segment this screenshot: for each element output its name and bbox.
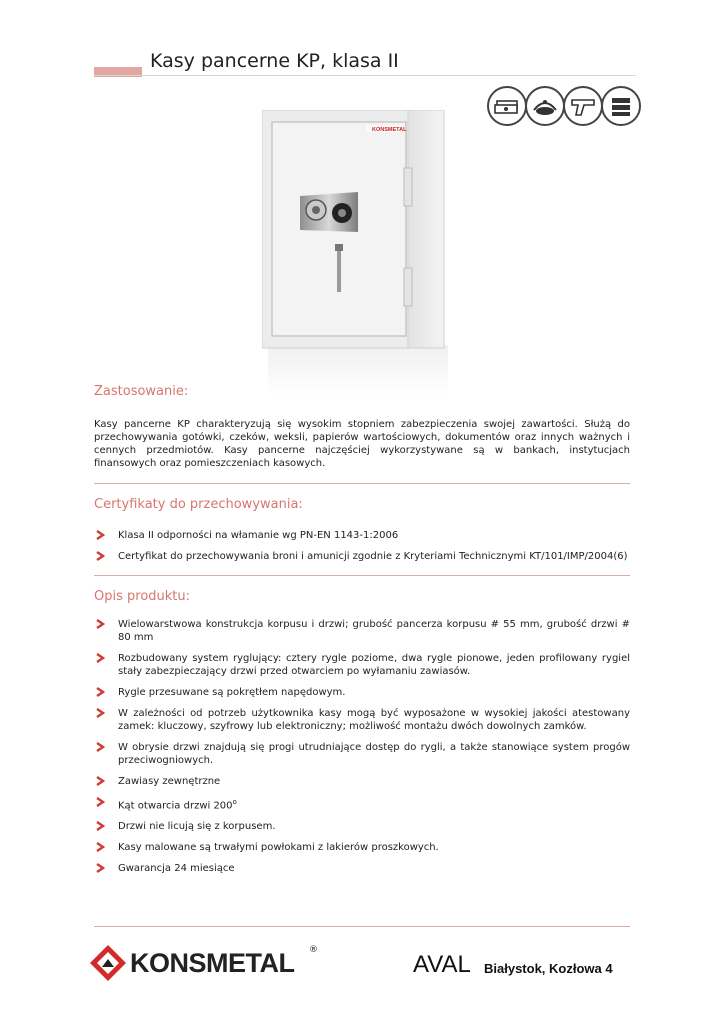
arrow-bullet-icon bbox=[96, 619, 106, 629]
certificates-title: Certyfikaty do przechowywania: bbox=[94, 497, 303, 512]
list-item: Gwarancja 24 miesiące bbox=[94, 862, 630, 875]
jewelry-icon bbox=[525, 86, 565, 126]
arrow-bullet-icon bbox=[96, 842, 106, 852]
safe-brand-label: KONSMETAL bbox=[372, 127, 407, 133]
section-separator bbox=[94, 483, 630, 484]
arrow-bullet-icon bbox=[96, 708, 106, 718]
konsmetal-logo-icon bbox=[88, 943, 128, 983]
page-title: Kasy pancerne KP, klasa II bbox=[150, 50, 399, 72]
description-title: Opis produktu: bbox=[94, 589, 191, 604]
list-item: Drzwi nie licują się z korpusem. bbox=[94, 820, 630, 833]
list-item: Wielowarstwowa konstrukcja korpusu i drzwi; grubość pancerza korpusu # 55 mm, grubość drzwi # 80 mm bbox=[94, 618, 630, 644]
list-item: Kąt otwarcia drzwi 200$^o$ bbox=[94, 796, 630, 812]
section-separator bbox=[94, 575, 630, 576]
certificates-list bbox=[94, 529, 630, 571]
registered-mark: ® bbox=[309, 945, 318, 955]
arrow-bullet-icon bbox=[96, 863, 106, 873]
usage-title: Zastosowanie: bbox=[94, 384, 189, 399]
documents-icon bbox=[601, 86, 641, 126]
list-item: W zależności od potrzeb użytkownika kasy mogą być wyposażone w wysokiej jakości atestowany zamek: kluczowy, szyfrowy lub elektroniczny; możliwość montażu dwóch dowolnych zamków. bbox=[94, 707, 630, 733]
arrow-bullet-icon bbox=[96, 776, 106, 786]
list-item: Rygle przesuwane są pokrętłem napędowym. bbox=[94, 686, 630, 699]
list-item: Certyfikat do przechowywania broni i amunicji zgodnie z Kryteriami Technicznymi KT/101/IMP/2004(6) bbox=[94, 550, 630, 563]
arrow-bullet-icon bbox=[96, 530, 106, 540]
arrow-bullet-icon bbox=[96, 653, 106, 663]
degree-sign: o bbox=[232, 798, 237, 806]
header-rule bbox=[94, 75, 636, 76]
gun-icon bbox=[563, 86, 603, 126]
footer-rule bbox=[94, 926, 630, 927]
list-item: Klasa II odporności na włamanie wg PN-EN 1143-1:2006 bbox=[94, 529, 630, 542]
arrow-bullet-icon bbox=[96, 742, 106, 752]
arrow-bullet-icon bbox=[96, 821, 106, 831]
company-address: Białystok, Kozłowa 4 bbox=[484, 961, 613, 976]
company-name: AVAL bbox=[413, 951, 471, 978]
list-item: Zawiasy zewnętrzne bbox=[94, 775, 630, 788]
safe-image bbox=[262, 110, 454, 360]
usage-text: Kasy pancerne KP charakteryzują się wysokim stopniem zabezpieczenia swojej zawartości. Służą do przechowywania gotówki, czeków, weksli, papierów wartościowych, dokumentów oraz innych ważnych i cennych przedmiotów. Kasy pancerne najczęściej wykorzystywane są w bankach, instytucjach finansowych oraz pomieszczeniach kasowych. bbox=[94, 419, 630, 469]
konsmetal-logo-text: KONSMETAL bbox=[130, 948, 295, 978]
list-item: Kasy malowane są trwałymi powłokami z lakierów proszkowych. bbox=[94, 841, 630, 854]
description-list bbox=[94, 618, 630, 883]
arrow-bullet-icon bbox=[96, 551, 106, 561]
cash-icon bbox=[487, 86, 527, 126]
list-item: W obrysie drzwi znajdują się progi utrudniające dostęp do rygli, a także stanowiące system progów przeciwogniowych. bbox=[94, 741, 630, 767]
list-item: Rozbudowany system ryglujący: cztery rygle poziome, dwa rygle pionowe, jeden profilowany rygiel stały zabezpieczający drzwi przed otwarciem po wyłamaniu zawiasów. bbox=[94, 652, 630, 678]
arrow-bullet-icon bbox=[96, 797, 106, 807]
arrow-bullet-icon bbox=[96, 687, 106, 697]
